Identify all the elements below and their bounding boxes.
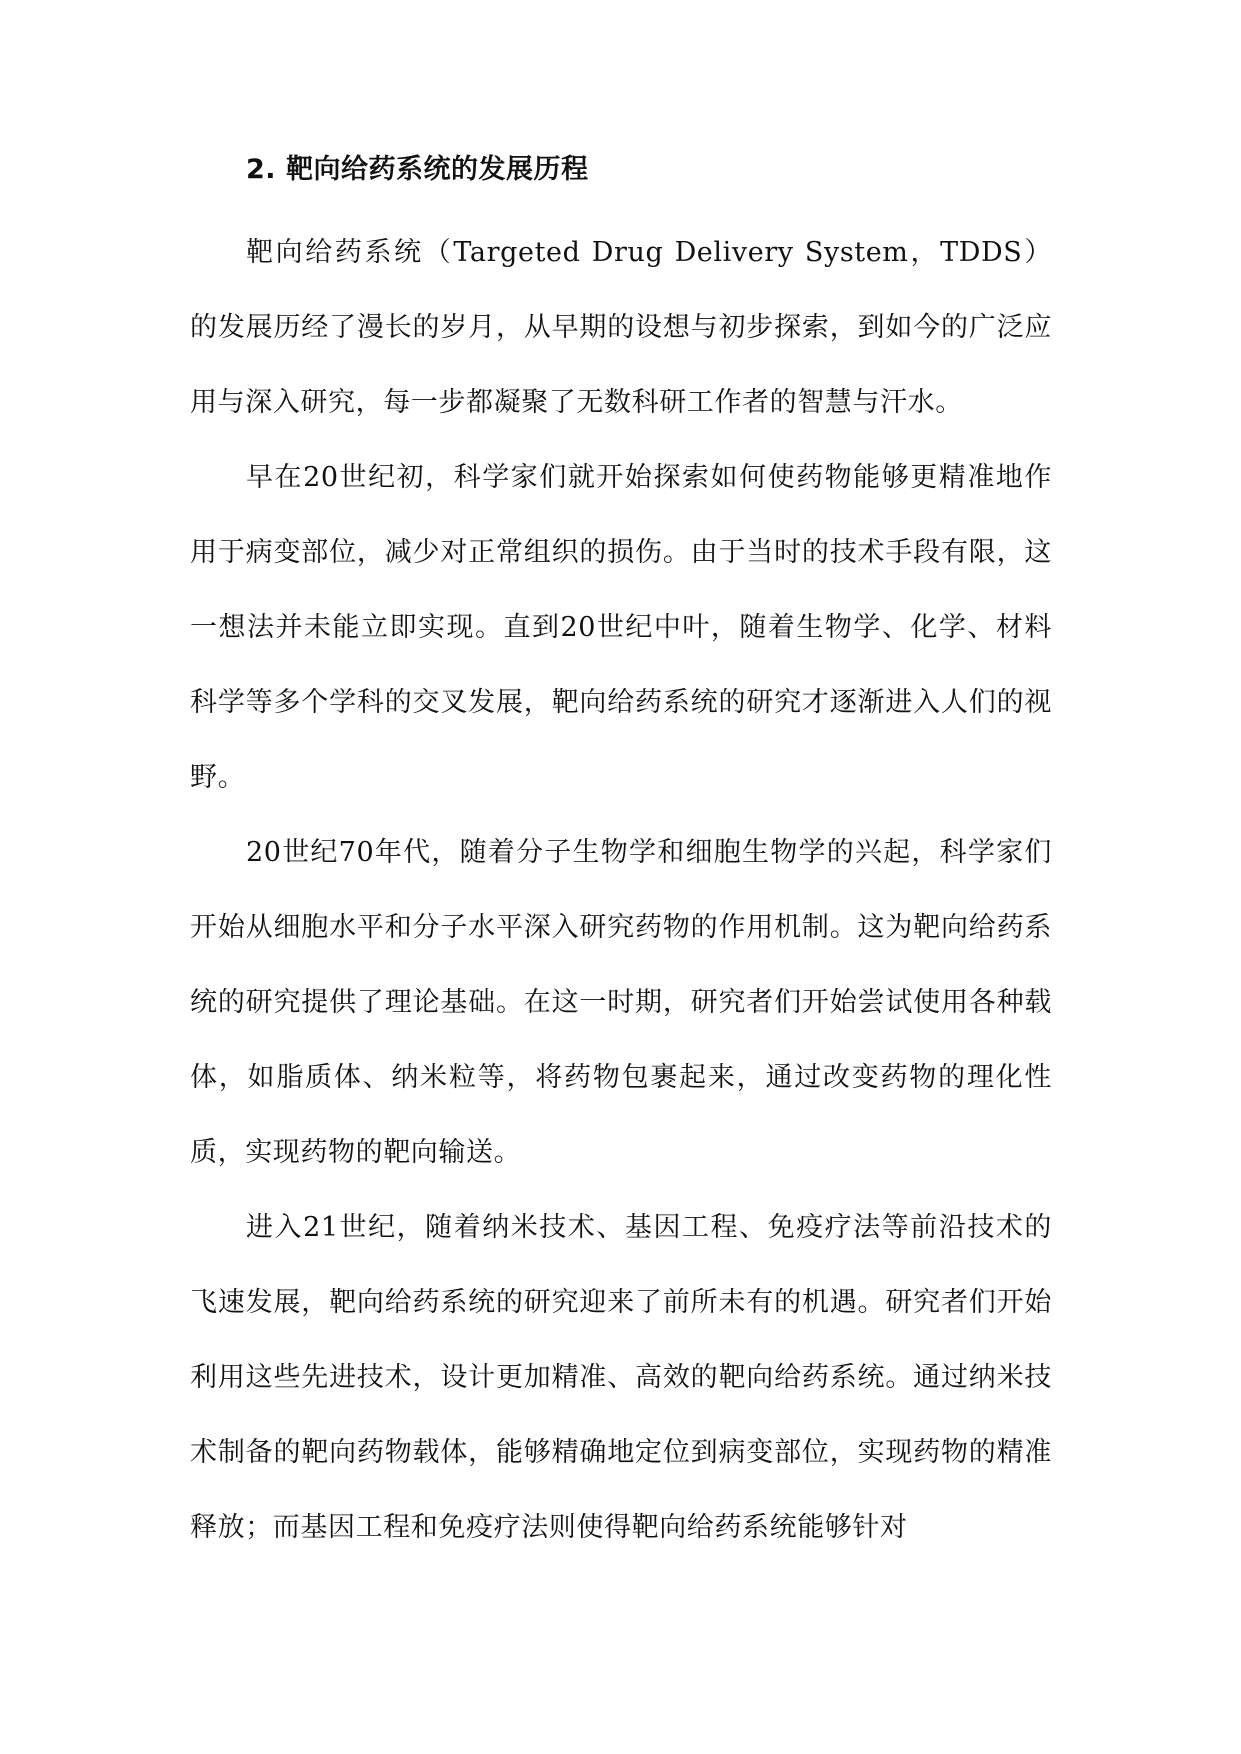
section-heading: 2. 靶向给药系统的发展历程 — [246, 154, 589, 185]
paragraph-3: 20世纪70年代，随着分子生物学和细胞生物学的兴起，科学家们开始从细胞水平和分子水平深入研究药物的作用机制。这为靶向给药系统的研究提供了理论基础。在这一时期，研究者们开始尝试使用各种载体，如脂质体、纳米粒等，将药物包裹起来，通过改变药物的理化性质，实现药物的靶向输送。 — [190, 837, 1052, 1168]
document-body — [190, 137, 1052, 1565]
paragraph-4: 进入21世纪，随着纳米技术、基因工程、免疫疗法等前沿技术的飞速发展，靶向给药系统的研究迎来了前所未有的机遇。研究者们开始利用这些先进技术，设计更加精准、高效的靶向给药系统。通过纳米技术制备的靶向药物载体，能够精确地定位到病变部位，实现药物的精准释放；而基因工程和免疫疗法则使得靶向给药系统能够针对 — [190, 1212, 1052, 1543]
paragraph-2: 早在20世纪初，科学家们就开始探索如何使药物能够更精准地作用于病变部位，减少对正常组织的损伤。由于当时的技术手段有限，这一想法并未能立即实现。直到20世纪中叶，随着生物学、化学、材料科学等多个学科的交叉发展，靶向给药系统的研究才逐渐进入人们的视野。 — [190, 462, 1052, 793]
paragraph-1: 靶向给药系统（Targeted Drug Delivery System，TDDS）的发展历经了漫长的岁月，从早期的设想与初步探索，到如今的广泛应用与深入研究，每一步都凝聚了无数科研工作者的智慧与汗水。 — [190, 237, 1052, 418]
